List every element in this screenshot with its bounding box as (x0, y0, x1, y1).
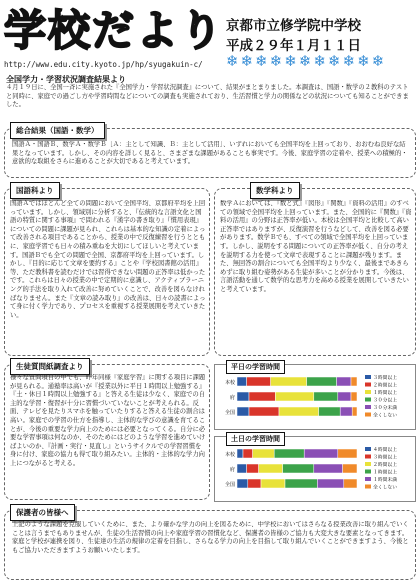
legend-swatch (365, 485, 371, 489)
legend-label: ３０分以上 (373, 398, 397, 404)
legend-label: ４時間以上 (373, 448, 397, 453)
bar-segment (247, 377, 271, 386)
school-url[interactable]: http://www.edu.city.kyoto.jp/hp/syugakuin-c/ (4, 60, 203, 69)
weekend-chart-title: 土日の学習時間 (226, 432, 285, 446)
bar-segment (249, 392, 275, 401)
snowflake-icon: ❄ (255, 52, 268, 70)
bar-segment (243, 449, 253, 458)
bar-segment (317, 479, 343, 488)
bar-segment (314, 464, 343, 473)
bar-segment (304, 449, 338, 458)
article-intro: ４月１９日に、全国一斉に実施された『全国学力・学習状況調査』について、結果がまとまりました。本調査は、国語・数学の２教科のテストと同時に、家庭での過ごし方や学習時間などについての調査も実施されており、生活習慣と学力の関係などの状況についても知ることができました。 (6, 84, 409, 109)
bar-segment (344, 479, 357, 488)
legend-label: 全くしない (373, 413, 397, 419)
legend-label: ３時間以上 (373, 455, 397, 461)
bar-segment (271, 377, 307, 386)
snowflake-icon: ❄ (328, 52, 341, 70)
legend-swatch (365, 398, 371, 402)
bar-segment (259, 464, 283, 473)
bar-segment (340, 407, 352, 416)
guardian-label: 保護者の皆様へ (10, 504, 75, 521)
row-label: 本校 (224, 380, 235, 386)
habits-text: 様々な質問項目の中でも、昨年同様『家庭学習』に関する項目に課題が見られる。通塾率は高いが『授業以外に平日１時間以上勉強する』『土・休日１時間以上勉強する』と答える生徒は少なく、家庭での自主的な学習・復習が十分に習慣づいていないことが考えられる。反面、テレビを見たりスマホを触っていたりすると答える生徒の割合は高い。家庭での学習の仕方を指導し、主体的な学びの意識を育てることが、今後の重要な学力向上のためには必要となってくる。自分に必要な学習事項は何なのか、そのためにはどのような学習を進めていけばよいのか、『計画・実行・見直し』というサイクルでの学習習慣を身に付け、家庭の協力も得て取り組みたい。主体的・主体的な学力向上につながると考える。 (10, 374, 206, 467)
bar-segment (274, 449, 304, 458)
legend-swatch (365, 375, 371, 379)
bar-segment (285, 479, 317, 488)
legend-swatch (365, 447, 371, 451)
legend-label: １時間未満 (373, 478, 397, 483)
snowflake-icon: ❄ (298, 52, 312, 70)
snowflake-icon: ❄ (240, 52, 254, 70)
bar-segment (237, 392, 249, 401)
legend-label: ３時間以上 (373, 376, 397, 381)
snowflake-icon: ❄ (357, 52, 370, 70)
bar-segment (247, 464, 259, 473)
newsletter-header (0, 0, 420, 72)
bar-segment (352, 407, 357, 416)
bar-segment (338, 392, 351, 401)
legend-label: １時間以上 (373, 391, 397, 396)
weekday-chart-title: 平日の学習時間 (226, 360, 285, 374)
legend-swatch (365, 413, 371, 417)
legend-swatch (365, 477, 371, 481)
bar-segment (343, 464, 357, 473)
bar-segment (279, 407, 319, 416)
logo-text: 学校だより (4, 6, 225, 55)
bar-segment (319, 407, 341, 416)
bar-segment (338, 449, 357, 458)
bar-segment (314, 392, 338, 401)
row-label: 全国 (224, 482, 235, 488)
row-label: 府 (229, 395, 235, 401)
summary-label: 総合結果（国語・数学） (10, 122, 105, 139)
weekend-study-chart (215, 437, 415, 501)
snowflake-icon: ❄ (269, 52, 283, 70)
legend-swatch (365, 405, 371, 409)
bar-segment (351, 377, 357, 386)
bar-segment (237, 449, 243, 458)
row-label: 府 (229, 467, 235, 473)
row-label: 本校 (224, 452, 235, 458)
bar-segment (237, 479, 248, 488)
bar-segment (261, 479, 285, 488)
math-text: 数学Ａにおいては、『数と式』『図形』『関数』『資料の活用』のすべての領域で全国平均を上回っています。また、全国的に『関数』『資料の活用』の分野は正答率が低い。本校は全国平均と比較して高い正答率ではありますが、反復演習を行うなどして、改善を図る必要があります。数学Ｂでも、すべての領域で全国平均を上回っています。しかし、説明をする問題についての正答率が低く、自分の考えを説明する力を使って文章で表現することに課題が残ります。また、無回答の割合についても全国平均より少なく、最後まであきらめずに取り組む姿勢がある生徒が多いことが分かります。今後は、言語活動を通して数学的な思考力を高める授業を展開していきたいと考えています。 (220, 200, 412, 293)
snowflake-icon: ❄ (342, 52, 356, 70)
bar-segment (253, 449, 275, 458)
row-label: 全国 (224, 410, 235, 416)
snowflake-icon: ❄ (284, 52, 297, 70)
issue-date: 平成２９年１月１１日 (226, 38, 361, 54)
legend-swatch (365, 470, 371, 474)
bar-segment (307, 377, 337, 386)
japanese-text: 国語Ａではほとんど全ての問題において全国平均、京都府平均を上回っています。しかし、領域別に分析すると、『伝統的な言語文化と国語の特質に関する事項』で問われる『漢字の書き取り』『慣用表現』についての問題に課題が見られ、これらは基本的な知識の定着によって改善される項目であることから、授業の中で反復練習を行うとともに、家庭学習でも日々の積み重ねを大切にしてほしいと考えています。国語Ｂでも全ての問題で全国、京都府平均を上回っています。しかし、『目的に応じて文章を要約する』ことや『学校図書館の活用』等、ただ教科書を読むだけでは習得できない問題の正答率は低かったです。これらは日々の授業の中で定期的に意識し、アクティブラーニング的手法を取り入れて改善に努めていくことで、改善を図らなければなりません。また『文章の読み取り』の改善は、日々の読書によって身に付く学力であり、プロセスを重視する授業展開を考えていきたい。 (10, 200, 206, 319)
guardian-text: 上記のような課題を克服していくために、また、より確かな学力の向上を図るために、中学校においてはさらなる授業改善に取り組んでいくことは言うまでもありませんが、生徒の生活習慣の向上や家庭学習の習慣化など、保護者の皆様のご協力も大変大きな要素となってきます。家庭と学校が連携を図り、生徒達の生活の規律の定着を目指し、さらなる学力の向上を目指して取り組んでいくことができますよう、今後ともご協力いただきますようお願いいたします。 (12, 521, 409, 554)
legend-label: １時間以上 (373, 470, 397, 476)
bar-segment (275, 392, 313, 401)
legend-swatch (365, 383, 371, 387)
math-label: 数学科より (250, 182, 300, 199)
legend-swatch (365, 455, 371, 459)
legend-label: 全くしない (373, 485, 397, 491)
bar-segment (248, 479, 261, 488)
summary-text: 国語Ａ・国語Ｂ、数学Ａ・数学Ｂ［Ａ：主として知識、Ｂ：主として活用］、いずれにおいても全国平均を上回っており、おおむね良好な結果となっています。しかし、その内容を詳しく見ると、さまざまな課題があることも事実です。今後、家庭学習の定着や、授業への積極的・意欲的な取組をさらに進めることが大切であると考えています。 (12, 141, 408, 166)
snowflake-icon: ❄ (226, 52, 239, 70)
bar-segment (337, 377, 351, 386)
bar-segment (237, 377, 247, 386)
legend-swatch (365, 390, 371, 394)
bar-segment (237, 464, 247, 473)
japanese-label: 国語科より (10, 182, 60, 199)
legend-label: ３０分未満 (373, 406, 397, 411)
bar-segment (237, 407, 249, 416)
snowflake-row (226, 54, 384, 69)
snowflake-icon: ❄ (371, 52, 385, 70)
bar-segment (283, 464, 314, 473)
bar-segment (351, 392, 357, 401)
newsletter-logo (4, 3, 225, 59)
legend-label: ２時間以上 (373, 463, 397, 468)
habits-label: 生徒質問紙調査より (10, 358, 90, 375)
legend-label: ２時間以上 (373, 383, 397, 389)
school-name: 京都市立修学院中学校 (226, 18, 361, 34)
article-title: 全国学力・学習状況調査結果より (6, 75, 126, 84)
legend-swatch (365, 462, 371, 466)
bar-segment (249, 407, 279, 416)
snowflake-icon: ❄ (313, 52, 327, 70)
weekday-study-chart (215, 365, 415, 429)
